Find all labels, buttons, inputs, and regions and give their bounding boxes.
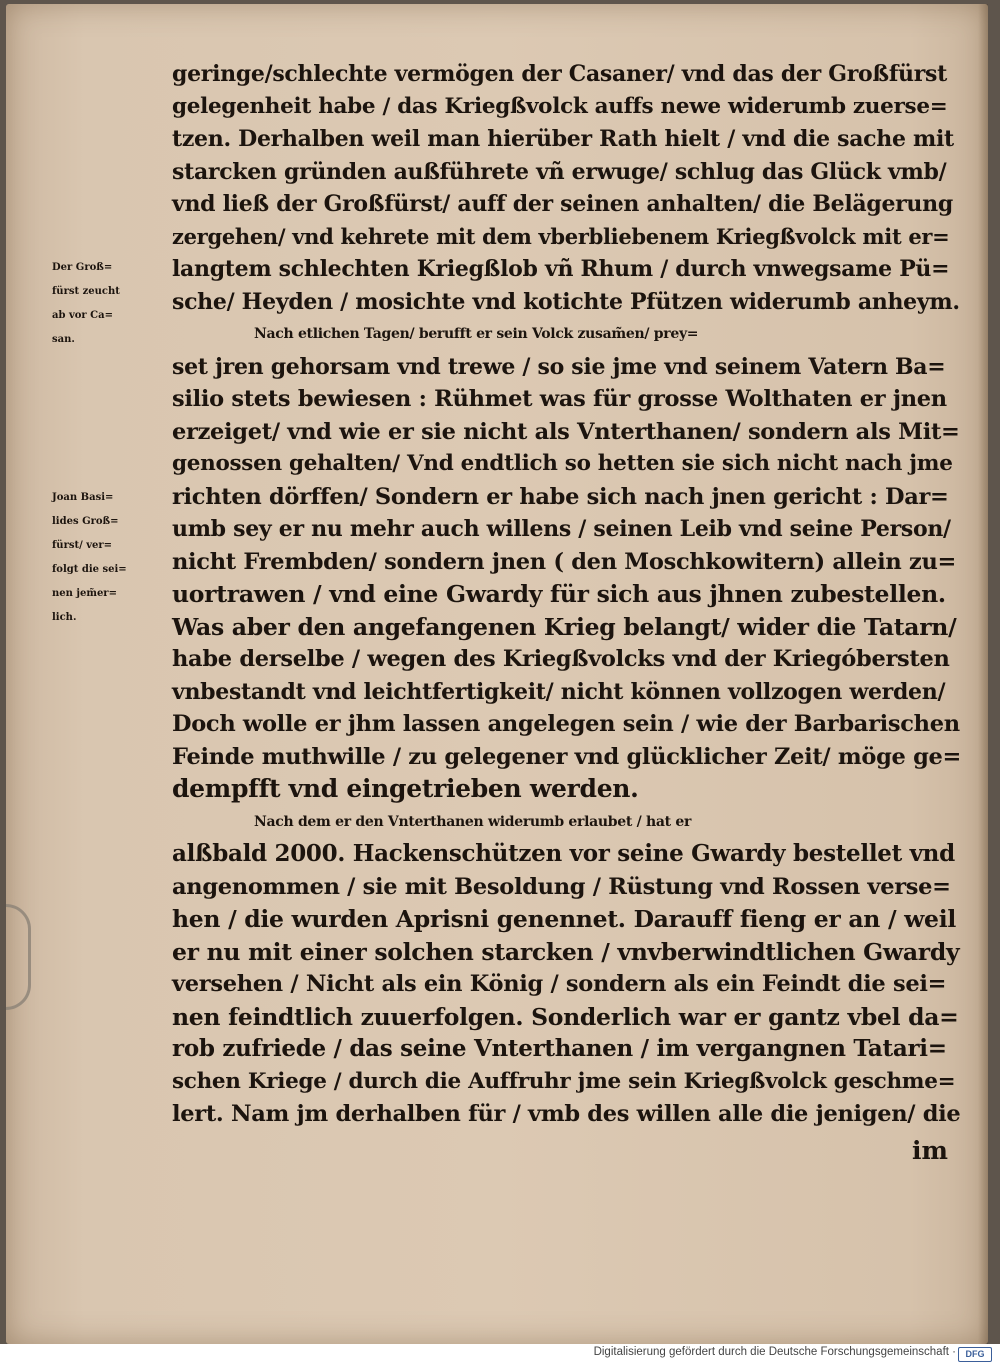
paper-clip	[6, 904, 31, 1010]
text-line: erzeiget/ vnd wie er sie nicht als Vnterthanen/ sondern als Mit=	[172, 418, 960, 445]
margin-note-line: folgt die sei=	[52, 564, 127, 575]
text-line: vnd ließ der Großfürst/ auff der seinen anhalten/ die Belägerung	[172, 191, 953, 217]
dfg-logo-icon: DFG	[958, 1347, 992, 1362]
footer-bar	[0, 1344, 1000, 1364]
text-line: schen Kriege / durch die Auffruhr jme sein Kriegßvolck geschme=	[172, 1068, 956, 1094]
text-line: umb sey er nu mehr auch willens / seinen Leib vnd seine Person/	[172, 516, 951, 542]
page-edge-shadow	[978, 4, 988, 1344]
text-line: sche/ Heyden / mosichte vnd kotichte Pfützen widerumb anheym.	[172, 288, 960, 315]
text-line: Was aber den angefangenen Krieg belangt/ wider die Tatarn/	[172, 612, 957, 641]
footer-credit: Digitalisierung gefördert durch die Deutsche Forschungsgemeinschaft ·	[593, 1346, 956, 1358]
text-line: nicht Frembden/ sondern jnen ( den Moschkowitern) allein zu=	[172, 548, 957, 575]
text-line: versehen / Nicht als ein König / sondern als ein Feindt die sei=	[172, 971, 947, 997]
margin-note-line: san.	[52, 334, 75, 345]
text-line: habe derselbe / wegen des Kriegßvolcks vnd der Kriegóbersten	[172, 646, 950, 672]
text-line: dempfft vnd eingetrieben werden.	[172, 774, 639, 803]
text-line: starcken gründen außführete vñ erwuge/ schlug das Glück vmb/	[172, 158, 947, 185]
text-line: lert. Nam jm derhalben für / vmb des willen alle die jenigen/ die	[172, 1101, 961, 1127]
text-line: Feinde muthwille / zu gelegener vnd glücklicher Zeit/ möge ge=	[172, 743, 962, 770]
margin-note-line: ab vor Ca=	[52, 310, 114, 321]
main-text-block	[172, 58, 962, 1131]
text-line: Doch wolle er jhm lassen angelegen sein / wie der Barbarischen	[172, 711, 960, 737]
text-line: tzen. Derhalben weil man hierüber Rath hielt / vnd die sache mit	[172, 126, 954, 152]
text-line: gelegenheit habe / das Kriegßvolck auffs newe widerumb zuerse=	[172, 93, 948, 119]
text-line: geringe/schlechte vermögen der Casaner/ vnd das der Großfürst	[172, 61, 947, 87]
text-line: silio stets bewiesen : Rühmet was für grosse Wolthaten er jnen	[172, 386, 947, 412]
margin-note-line: nen jem̃er=	[52, 588, 117, 599]
catchword: im	[912, 1136, 948, 1165]
paragraph-start-line: Nach dem er den Vnterthanen widerumb erlaubet / hat er	[254, 813, 692, 830]
text-line: langtem schlechten Kriegßlob vñ Rhum / durch vnwegsame Pü=	[172, 256, 950, 282]
text-line: richten dörffen/ Sondern er habe sich nach jnen gericht : Dar=	[172, 483, 949, 510]
text-line: vnbestandt vnd leichtfertigkeit/ nicht können vollzogen werden/	[172, 678, 946, 705]
text-line: alßbald 2000. Hackenschützen vor seine Gwardy bestellet vnd	[172, 840, 955, 867]
margin-note-line: fürst zeucht	[52, 286, 120, 297]
text-line: rob zufriede / das seine Vnterthanen / im vergangnen Tatari=	[172, 1035, 947, 1062]
text-line: hen / die wurden Aprisni genennet. Darauff fieng er an / weil	[172, 905, 956, 933]
margin-note-line: Joan Basi=	[52, 492, 114, 503]
text-line: genossen gehalten/ Vnd endtlich so hetten sie sich nicht nach jme	[172, 451, 953, 476]
text-line: set jren gehorsam vnd trewe / so sie jme vnd seinem Vatern Ba=	[172, 353, 946, 380]
text-line: zergehen/ vnd kehrete mit dem vberbliebenem Kriegßvolck mit er=	[172, 223, 950, 249]
text-line: nen feindtlich zuuerfolgen. Sonderlich war er gantz vbel da=	[172, 1002, 959, 1031]
margin-note-line: lich.	[52, 612, 77, 623]
text-line: angenommen / sie mit Besoldung / Rüstung vnd Rossen verse=	[172, 873, 951, 900]
margin-note-1	[52, 256, 182, 352]
margin-note-line: Der Groß=	[52, 262, 113, 273]
margin-note-line: fürst/ ver=	[52, 540, 113, 551]
text-line: er nu mit einer solchen starcken / vnvberwindtlichen Gwardy	[172, 937, 960, 966]
margin-note-2	[52, 486, 182, 630]
text-line: uortrawen / vnd eine Gwardy für sich aus jhnen zubestellen.	[172, 580, 946, 608]
margin-note-line: lides Groß=	[52, 516, 119, 527]
paragraph-start-line: Nach etlichen Tagen/ berufft er sein Volck zusam̃en/ prey=	[254, 326, 699, 342]
